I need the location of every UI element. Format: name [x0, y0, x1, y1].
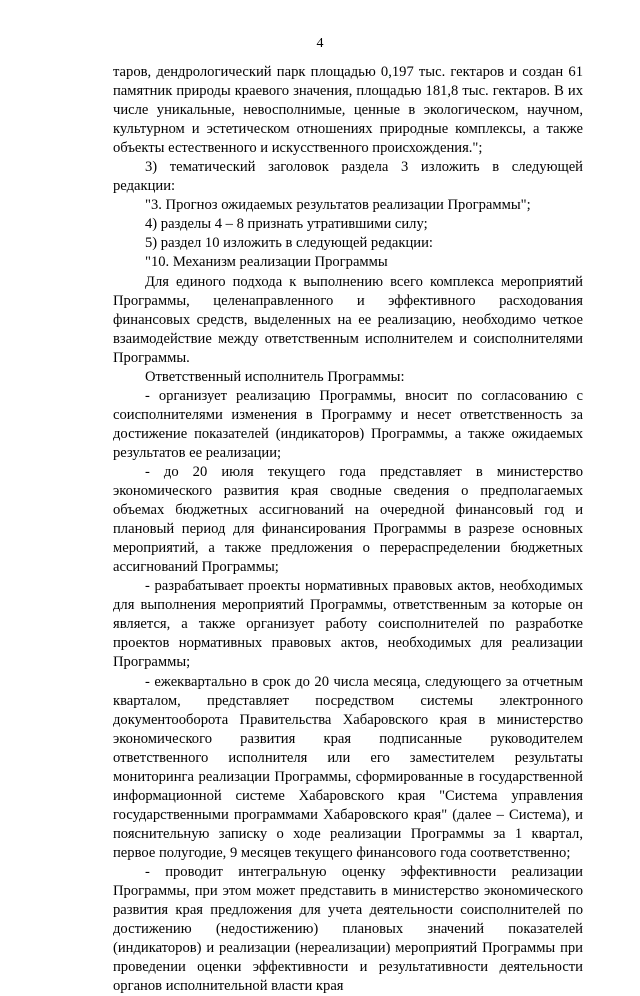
- list-item-integral-assessment: - проводит интегральную оценку эффективности реализации Программы, при этом может представить в министерство экономического развития края предложения для учета деятельности соисполнителей по достижению (недостижению) плановых значений показателей (индикаторов) и реализации (нереализации) мероприятий Программы при проведении оценки эффективности и результативности деятельности органов исполнительной власти края: [113, 863, 583, 995]
- page-number: 4: [316, 36, 324, 51]
- list-item-drafts-acts: - разрабатывает проекты нормативных правовых актов, необходимых для выполнения мероприятий Программы, ответственным за которые он является, а также организует работу соисполнителей по разработке проектов нормативных правовых актов, необходимых для реализации Программы;: [113, 578, 583, 671]
- paragraph-item-4: 4) разделы 4 – 8 признать утратившими силу;: [145, 216, 428, 233]
- paragraph-continuation: таров, дендрологический парк площадью 0,197 тыс. гектаров и создан 61 памятник природы краевого значения, площадью 181,8 тыс. гектаров. В их числе уникальные, невосполнимые, ценные в экологическом, научном, культурном и эстетическом отношениях природные комплексы, а также объекты естественного и искусственного происхождения.";: [113, 64, 583, 157]
- paragraph-item-5: 5) раздел 10 изложить в следующей редакции:: [145, 235, 433, 252]
- list-item-organizes: - организует реализацию Программы, вносит по согласованию с соисполнителями изменения в Программу и несет ответственность за достижение показателей (индикаторов) Программы, а также ожидаемых результатов ее реализации;: [113, 387, 583, 461]
- paragraph-intro: Для единого подхода к выполнению всего комплекса мероприятий Программы, целенаправленного и эффективного расходования финансовых средств, выделенных на ее реализацию, необходимо четкое взаимодействие между ответственным исполнителем и соисполнителями Программы.: [113, 273, 583, 366]
- paragraph-executor-heading: Ответственный исполнитель Программы:: [145, 368, 405, 385]
- paragraph-section-3-title: "3. Прогноз ожидаемых результатов реализации Программы";: [145, 197, 531, 214]
- list-item-july-20: - до 20 июля текущего года представляет в министерство экономического развития края сводные сведения о предполагаемых объемах бюджетных ассигнований на очередной финансовый год и плановый период для финансирования Программы в разрезе основных мероприятий, а также предложения о перераспределении бюджетных ассигнований Программы;: [113, 463, 583, 576]
- document-body: [113, 63, 583, 996]
- section-10-heading: "10. Механизм реализации Программы: [145, 254, 388, 271]
- list-item-quarterly-report: - ежеквартально в срок до 20 числа месяца, следующего за отчетным кварталом, представляет посредством системы электронного документооборота Правительства Хабаровского края в министерство экономического развития края подписанные руководителем ответственного исполнителя или его заместителем результаты мониторинга реализации Программы, сформированные в государственной информационной системе Хабаровского края "Система управления государственными программами Хабаровского края" (далее – Система), и пояснительную записку о ходе реализации Программы за 1 квартал, первое полугодие, 9 месяцев текущего финансового года соответственно;: [113, 673, 583, 861]
- paragraph-item-3: 3) тематический заголовок раздела 3 изложить в следующей редакции:: [113, 159, 583, 195]
